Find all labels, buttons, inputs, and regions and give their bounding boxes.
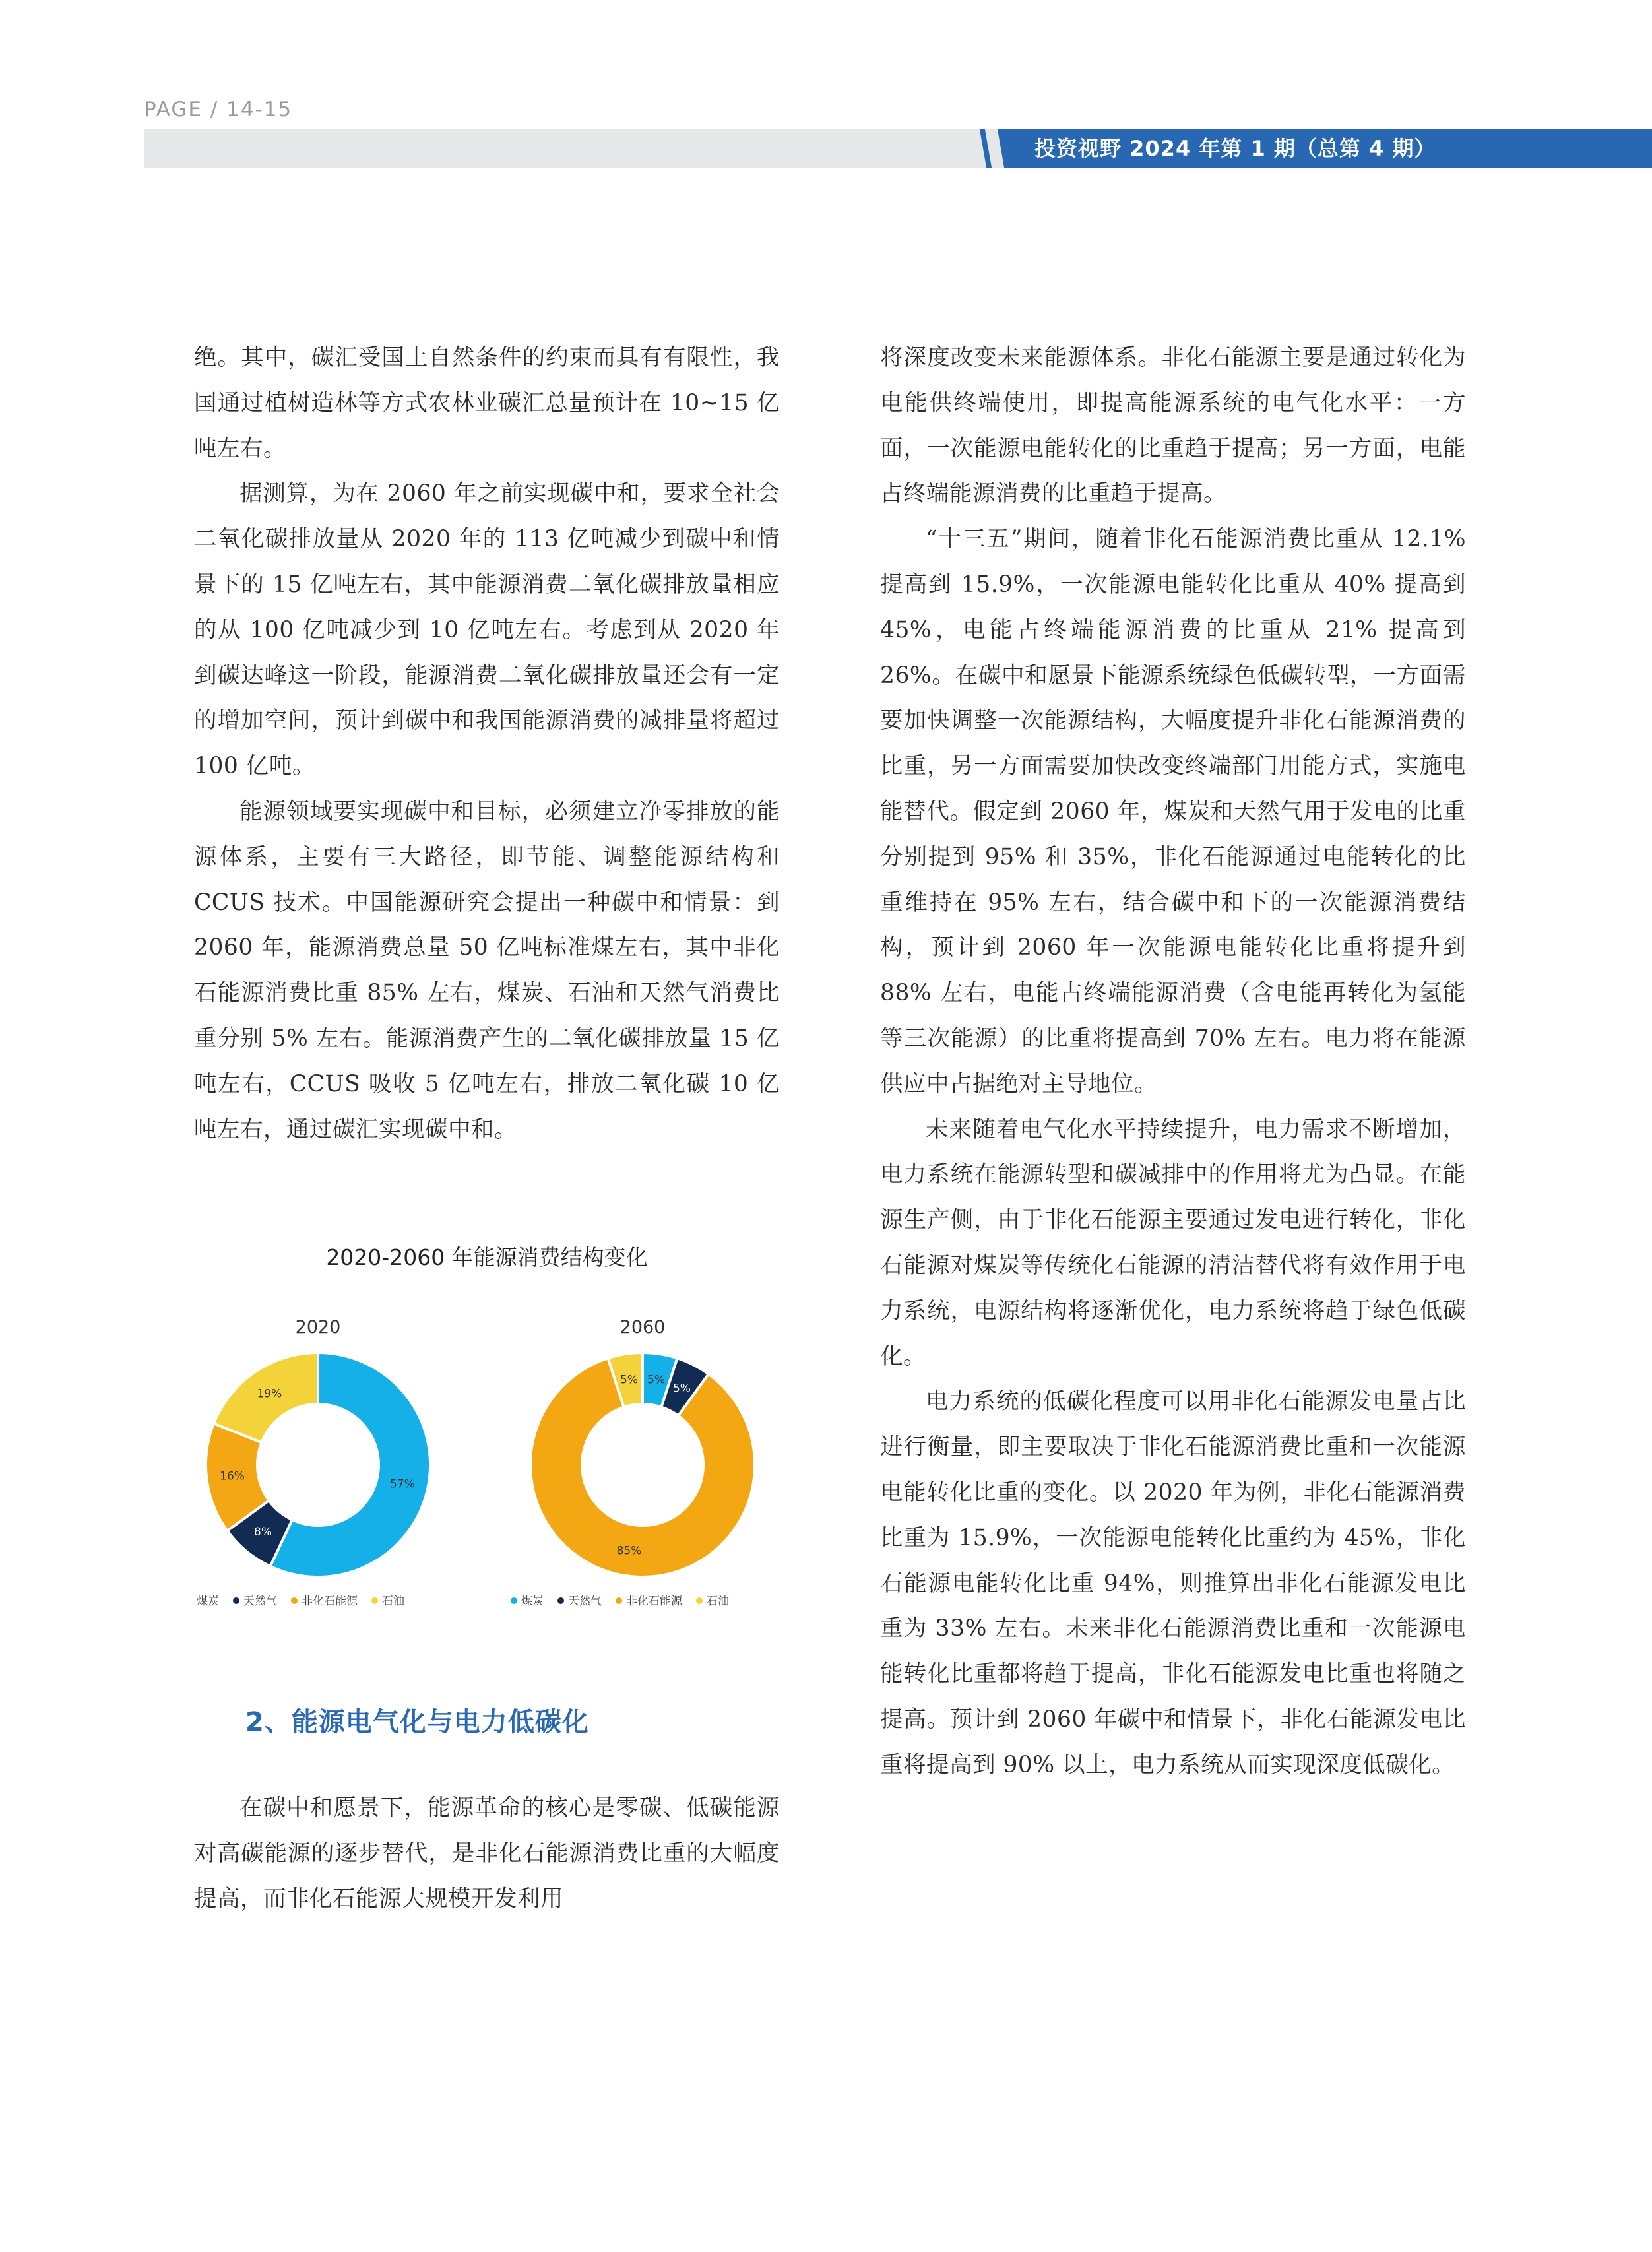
slice-label: 8% — [254, 1525, 272, 1539]
right-column — [880, 335, 1466, 1788]
paragraph: 能源领域要实现碳中和目标，必须建立净零排放的能源体系，主要有三大路径，即节能、调整能源结构和 CCUS 技术。中国能源研究会提出一种碳中和情景：到 2060 年，能源消费总量 50 亿吨标准煤左右，其中非化石能源消费比重 85% 左右，煤炭、石油和天然气消费比重分别 5% 左右。能源消费产生的二氧化碳排放量 15 亿吨左右，CCUS 吸收 5 亿吨左右，排放二氧化碳 10 亿吨左右，通过碳汇实现碳中和。 — [194, 798, 780, 1143]
legend-label: 天然气 — [243, 1595, 277, 1608]
paragraph: “十三五”期间，随着非化石能源消费比重从 12.1% 提高到 15.9%，一次能源电能转化比重从 40% 提高到 45%，电能占终端能源消费的比重从 21% 提高到 26%。在碳中和愿景下能源系统绿色低碳转型，一方面需要加快调整一次能源结构，大幅度提升非化石能源消费的比重，另一方面需要加快改变终端部门用能方式，实施电能替代。假定到 2060 年，煤炭和天然气用于发电的比重分别提到 95% 和 35%，非化石能源通过电能转化的比重维持在 95% 左右，结合碳中和下的一次能源消费结构，预计到 2060 年一次能源电能转化比重将提升到 88% 左右，电能占终端能源消费（含电能再转化为氢能等三次能源）的比重将提高到 70% 左右。电力将在能源供应中占据绝对主导地位。 — [880, 526, 1466, 1097]
legend-label: 煤炭 — [197, 1595, 219, 1608]
chart-year-label: 2060 — [620, 1317, 666, 1337]
paragraph: 电力系统的低碳化程度可以用非化石能源发电量占比进行衡量，即主要取决于非化石能源消费比重和一次能源电能转化比重的变化。以 2020 年为例，非化石能源消费比重为 15.9%，一次能源电能转化比重约为 45%，非化石能源电能转化比重 94%，则推算出非化石能源发电比重为 33% 左右。未来非化石能源消费比重和一次能源电能转化比重都将趋于提高，非化石能源发电比重也将随之提高。预计到 2060 年碳中和情景下，非化石能源发电比重将提高到 90% 以上，电力系统从而实现深度低碳化。 — [880, 1388, 1466, 1778]
chart-year-label: 2020 — [295, 1317, 341, 1337]
journal-title: 投资视野 2024 年第 1 期（总第 4 期） — [1034, 136, 1436, 161]
page-label: PAGE / 14-15 — [144, 98, 293, 121]
legend-label: 天然气 — [568, 1595, 602, 1608]
legend-label: 煤炭 — [521, 1595, 544, 1608]
paragraph: 在碳中和愿景下，能源革命的核心是零碳、低碳能源对高碳能源的逐步替代，是非化石能源消费比重的大幅度提高，而非化石能源大规模开发利用 — [194, 1795, 780, 1912]
slice-label: 16% — [220, 1469, 245, 1483]
paragraph: 未来随着电气化水平持续提升，电力需求不断增加，电力系统在能源转型和碳减排中的作用将尤为凸显。在能源生产侧，由于非化石能源主要通过发电进行转化，非化石能源对煤炭等传统化石能源的清洁替代将有效作用于电力系统，电源结构将逐渐优化，电力系统将趋于绿色低碳化。 — [880, 1116, 1466, 1370]
legend-swatch — [291, 1597, 298, 1604]
legend-label: 非化石能源 — [626, 1595, 682, 1608]
left-column — [194, 335, 780, 1152]
paragraph: 绝。其中，碳汇受国土自然条件的约束而具有有限性，我国通过植树造林等方式农林业碳汇总量预计在 10~15 亿吨左右。 — [194, 344, 780, 462]
paragraph: 据测算，为在 2060 年之前实现碳中和，要求全社会二氧化碳排放量从 2020 年的 113 亿吨减少到碳中和情景下的 15 亿吨左右，其中能源消费二氧化碳排放量相应的从 100 亿吨减少到 10 亿吨左右。考虑到从 2020 年到碳达峰这一阶段，能源消费二氧化碳排放量还会有一定的增加空间，预计到碳中和我国能源消费的减排量将超过 100 亿吨。 — [194, 480, 780, 780]
slice-label: 5% — [672, 1382, 691, 1396]
legend-label: 非化石能源 — [302, 1595, 358, 1608]
legend-swatch — [696, 1597, 703, 1604]
legend-label: 石油 — [707, 1595, 729, 1608]
legend-label: 石油 — [382, 1595, 404, 1608]
donut-charts — [194, 1300, 780, 1623]
legend-swatch — [511, 1597, 517, 1604]
slice-label: 57% — [389, 1477, 415, 1491]
legend-swatch — [233, 1597, 239, 1604]
legend-swatch — [557, 1597, 564, 1604]
section-heading: 2、能源电气化与电力低碳化 — [245, 1707, 589, 1737]
slice-label: 5% — [647, 1373, 665, 1387]
slice-label: 19% — [257, 1387, 282, 1401]
legend-swatch — [371, 1597, 378, 1604]
slice-label: 85% — [616, 1544, 642, 1558]
slice-label: 5% — [620, 1373, 638, 1387]
chart-title: 2020-2060 年能源消费结构变化 — [326, 1244, 648, 1270]
legend-swatch — [616, 1597, 622, 1604]
paragraph: 将深度改变未来能源体系。非化石能源主要是通过转化为电能供终端使用，即提高能源系统的电气化水平：一方面，一次能源电能转化的比重趋于提高；另一方面，电能占终端能源消费的比重趋于提高。 — [880, 344, 1466, 507]
section-body — [194, 1786, 780, 1921]
